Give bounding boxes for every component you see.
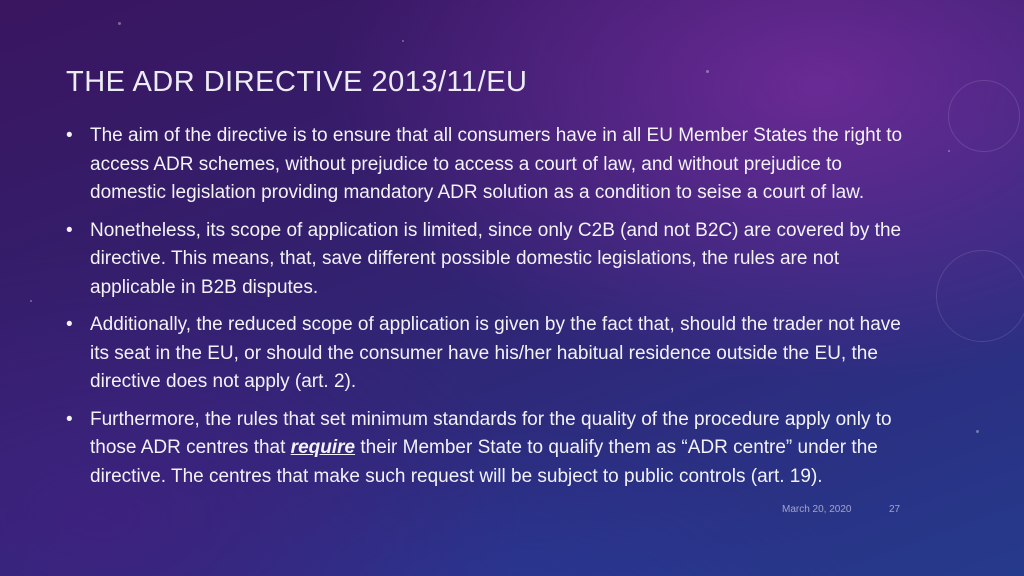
background-sparkle	[976, 430, 979, 433]
bullet-text: Additionally, the reduced scope of application is given by the fact that, should the trader not have its seat in the EU, or should the consumer have his/her habitual residence outside the EU, the directive does not apply (art. 2).	[90, 314, 901, 392]
footer-date: March 20, 2020	[782, 504, 852, 515]
background-ring	[948, 80, 1020, 152]
bullet-text-before: Furthermore, the rules that set minimum standards for the quality of the procedure apply only to those ADR centres that	[90, 408, 892, 458]
bullet-text: Nonetheless, its scope of application is limited, since only C2B (and not B2C) are covered by the directive. This means, that, save different possible domestic legislations, the rules are not applicable in B2B disputes.	[90, 219, 902, 298]
background-sparkle	[30, 300, 32, 302]
bullet-icon: •	[66, 314, 73, 335]
bullet-item	[58, 406, 908, 492]
bullet-icon: •	[66, 219, 73, 241]
background-sparkle	[402, 40, 404, 42]
background-ring	[936, 250, 1024, 342]
bullet-list	[58, 122, 908, 500]
bullet-text	[90, 409, 892, 487]
bullet-icon: •	[66, 125, 73, 146]
bullet-item	[58, 311, 908, 397]
emphasis-require: require	[290, 437, 356, 458]
bullet-icon: •	[66, 408, 73, 430]
slide-title: THE ADR DIRECTIVE 2013/11/EU	[66, 66, 528, 98]
bullet-text-after: their Member State to qualify them as “ADR centre” under the directive. The centres that make such request will be subject to public controls (art. 19).	[90, 437, 878, 487]
background-sparkle	[948, 150, 950, 152]
bullet-item	[58, 122, 908, 208]
bullet-text: The aim of the directive is to ensure that all consumers have in all EU Member States the right to access ADR schemes, without prejudice to access a court of law, and without prejudice to domestic legislation providing mandatory ADR solution as a condition to seise a court of law.	[90, 125, 903, 203]
bullet-item	[58, 217, 908, 303]
page-number: 27	[889, 504, 901, 515]
background-sparkle	[706, 70, 709, 73]
background-sparkle	[118, 22, 121, 25]
